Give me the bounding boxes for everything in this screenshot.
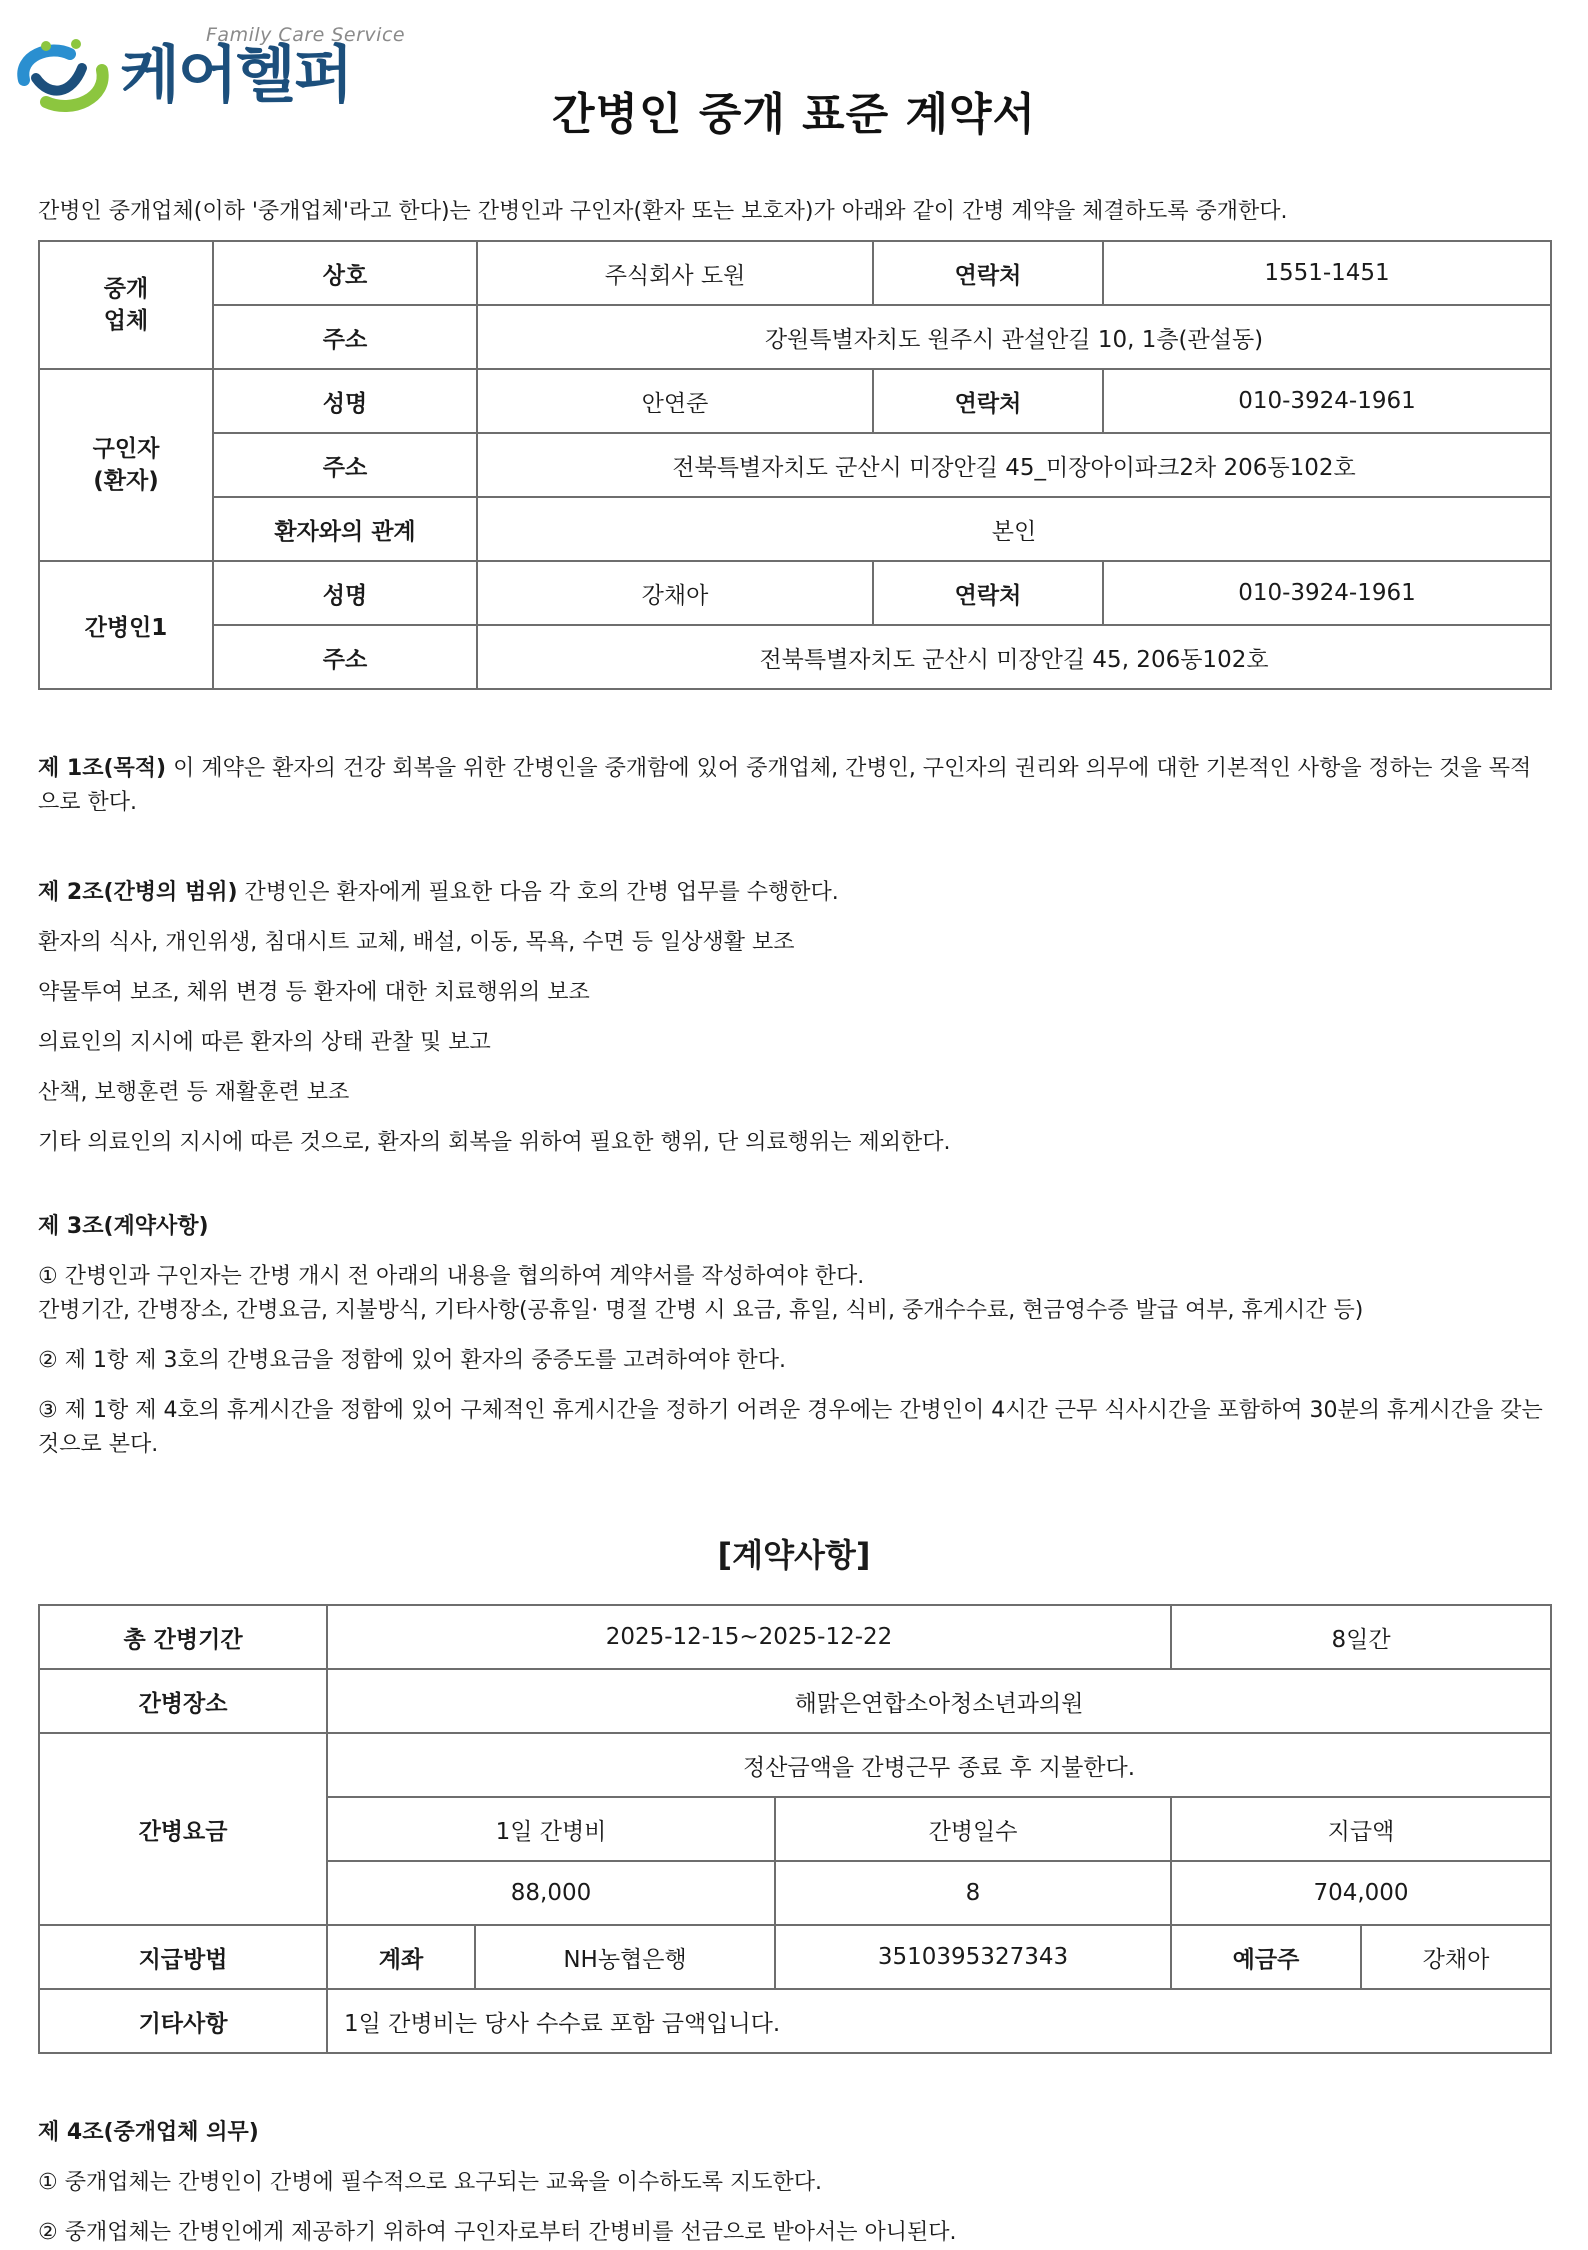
account-holder: 강채아 (1361, 1925, 1551, 1989)
client-address: 전북특별자치도 군산시 미장안길 45_미장아이파크2차 206동102호 (477, 433, 1551, 497)
total-label: 지급액 (1171, 1797, 1551, 1861)
article-3-heading: 제 3조(계약사항) (38, 1214, 209, 1239)
article-1-heading: 제 1조(목적) (38, 756, 167, 781)
table-row (39, 241, 1551, 305)
table-row (39, 1669, 1551, 1733)
brand-tagline: Family Care Service (206, 24, 406, 46)
care-days-label: 간병일수 (775, 1797, 1171, 1861)
agency-phone: 1551-1451 (1103, 241, 1551, 305)
article-3-p1: ① 간병인과 구인자는 간병 개시 전 아래의 내용을 협의하여 계약서를 작성하여야 한다. (38, 1264, 865, 1289)
bank-name: NH농협은행 (475, 1925, 775, 1989)
caregiver-name: 강채아 (477, 561, 873, 625)
article-1-text: 이 계약은 환자의 건강 회복을 위한 간병인을 중개함에 있어 중개업체, 간병인, 구인자의 권리와 의무에 대한 기본적인 사항을 정하는 것을 목적으로 한다. (38, 756, 1532, 815)
client-phone: 010-3924-1961 (1103, 369, 1551, 433)
fee-label: 간병요금 (39, 1733, 327, 1925)
article-2 (38, 876, 1550, 1160)
article-3 (38, 1210, 1550, 1462)
table-row (39, 561, 1551, 625)
caregiver-address-label: 주소 (213, 625, 477, 689)
fee-note: 정산금액을 간병근무 종료 후 지불한다. (327, 1733, 1551, 1797)
agency-section-label: 중개 업체 (39, 241, 213, 369)
caregiver-phone-label: 연락처 (873, 561, 1103, 625)
client-address-label: 주소 (213, 433, 477, 497)
table-row (39, 369, 1551, 433)
care-days-count: 8 (775, 1861, 1171, 1925)
article-2-heading: 제 2조(간병의 범위) (38, 880, 238, 905)
article-3-p1b: 간병기간, 간병장소, 간병요금, 지불방식, 기타사항(공휴일· 명절 간병 시 요금, 휴일, 식비, 중개수수료, 현금영수증 발급 여부, 휴게시간 등) (38, 1298, 1364, 1323)
care-period: 2025-12-15~2025-12-22 (327, 1605, 1171, 1669)
payment-method-label: 지급방법 (39, 1925, 327, 1989)
account-number: 3510395327343 (775, 1925, 1171, 1989)
article-4-heading: 제 4조(중개업체 의무) (38, 2120, 259, 2145)
account-label: 계좌 (327, 1925, 475, 1989)
caregiver-address: 전북특별자치도 군산시 미장안길 45, 206동102호 (477, 625, 1551, 689)
parties-table (38, 240, 1552, 690)
table-row (39, 497, 1551, 561)
agency-name: 주식회사 도원 (477, 241, 873, 305)
article-3-p3: ③ 제 1항 제 4호의 휴게시간을 정함에 있어 구체적인 휴게시간을 정하기 어려운 경우에는 간병인이 4시간 근무 식사시간을 포함하여 30분의 휴게시간을 갖는 것으로 본다. (38, 1398, 1543, 1457)
agency-address-label: 주소 (213, 305, 477, 369)
daily-fee: 88,000 (327, 1861, 775, 1925)
intro-text: 간병인 중개업체(이하 '중개업체'라고 한다)는 간병인과 구인자(환자 또는 보호자)가 아래와 같이 간병 계약을 체결하도록 중개한다. (38, 199, 1288, 224)
table-row (39, 433, 1551, 497)
period-label: 총 간병기간 (39, 1605, 327, 1669)
brand-name: 케어헬퍼 (120, 38, 352, 111)
article-4-p1: ① 중개업체는 간병인이 간병에 필수적으로 요구되는 교육을 이수하도록 지도한다. (38, 2170, 822, 2195)
agency-phone-label: 연락처 (873, 241, 1103, 305)
daily-fee-label: 1일 간병비 (327, 1797, 775, 1861)
list-item: 의료인의 지시에 따른 환자의 상태 관찰 및 보고 (38, 1030, 491, 1055)
etc-note: 1일 간병비는 당사 수수료 포함 금액입니다. (327, 1989, 1551, 2053)
article-3-p2: ② 제 1항 제 3호의 간병요금을 정함에 있어 환자의 중증도를 고려하여야 한다. (38, 1348, 786, 1373)
client-name-label: 성명 (213, 369, 477, 433)
table-row (39, 625, 1551, 689)
contract-section-title: [계약사항] (717, 1536, 871, 1574)
table-row (39, 305, 1551, 369)
account-holder-label: 예금주 (1171, 1925, 1361, 1989)
caregiver-name-label: 성명 (213, 561, 477, 625)
list-item: 환자의 식사, 개인위생, 침대시트 교체, 배설, 이동, 목욕, 수면 등 일상생활 보조 (38, 930, 795, 955)
table-row (39, 1989, 1551, 2053)
total-amount: 704,000 (1171, 1861, 1551, 1925)
article-1 (38, 752, 1550, 820)
place-label: 간병장소 (39, 1669, 327, 1733)
table-row (39, 1733, 1551, 1797)
list-item: 약물투여 보조, 체위 변경 등 환자에 대한 치료행위의 보조 (38, 980, 590, 1005)
list-item: 산책, 보행훈련 등 재활훈련 보조 (38, 1080, 350, 1105)
client-section-label: 구인자 (환자) (39, 369, 213, 561)
care-place: 해맑은연합소아청소년과의원 (327, 1669, 1551, 1733)
etc-label: 기타사항 (39, 1989, 327, 2053)
client-phone-label: 연락처 (873, 369, 1103, 433)
contract-table (38, 1604, 1552, 2054)
article-2-text: 간병인은 환자에게 필요한 다음 각 호의 간병 업무를 수행한다. (237, 880, 839, 905)
agency-address: 강원특별자치도 원주시 관설안길 10, 1층(관설동) (477, 305, 1551, 369)
article-4 (38, 2116, 1550, 2250)
client-name: 안연준 (477, 369, 873, 433)
table-row (39, 1605, 1551, 1669)
caregiver-phone: 010-3924-1961 (1103, 561, 1551, 625)
agency-name-label: 상호 (213, 241, 477, 305)
document-title: 간병인 중개 표준 계약서 (552, 89, 1036, 140)
list-item: 기타 의료인의 지시에 따른 것으로, 환자의 회복을 위하여 필요한 행위, 단 의료행위는 제외한다. (38, 1130, 951, 1155)
care-days: 8일간 (1171, 1605, 1551, 1669)
caregiver-section-label: 간병인1 (39, 561, 213, 689)
article-4-p2: ② 중개업체는 간병인에게 제공하기 위하여 구인자로부터 간병비를 선금으로 받아서는 아니된다. (38, 2220, 957, 2245)
client-relation: 본인 (477, 497, 1551, 561)
client-relation-label: 환자와의 관계 (213, 497, 477, 561)
table-row (39, 1925, 1551, 1989)
